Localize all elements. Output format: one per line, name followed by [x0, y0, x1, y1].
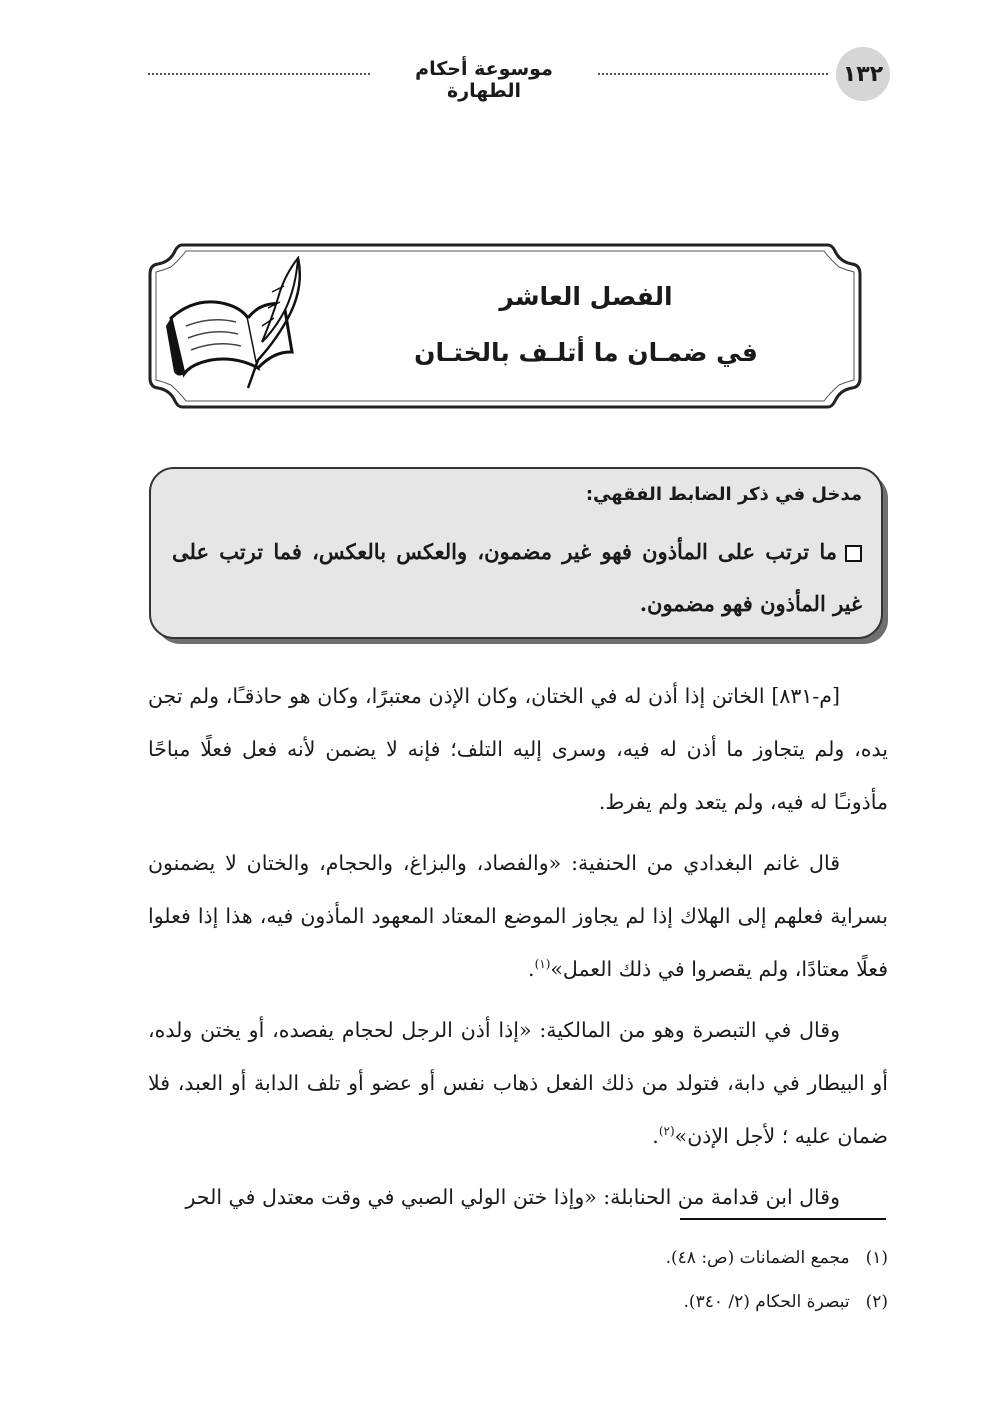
- footnote: [666, 1236, 888, 1280]
- checkbox-icon: [845, 545, 862, 562]
- paragraph-text: وقال في التبصرة وهو من المالكية: «إذا أذن الرجل لحجام يفصده، أو يختن ولده، أو البيطار في دابة، فتولد من ذلك الفعل ذهاب نفس أو عضو أو تلف الدابة أو العبد، فلا ضمان عليه ؛ لأجل الإذن»: [148, 1018, 888, 1148]
- paragraph: وقال في التبصرة وهو من المالكية: «إذا أذن الرجل لحجام يفصده، أو يختن ولده، أو البيطار في دابة، فتولد من ذلك الفعل ذهاب نفس أو عضو أو تلف الدابة أو العبد، فلا ضمان عليه ؛ لأجل الإذن»$^{(٢)}$.: [148, 1018, 888, 1148]
- footnote: [666, 1280, 888, 1324]
- page-number: ١٣٢: [842, 61, 884, 87]
- rule-heading: مدخل في ذكر الضابط الفقهي:: [585, 484, 862, 505]
- footnotes: [666, 1236, 888, 1324]
- running-header-title: موسوعة أحكام الطهارة: [415, 58, 553, 102]
- footnote-number: (١): [865, 1248, 888, 1268]
- paragraph-text: قال غانم البغدادي من الحنفية: «والفصاد، والبزاغ، والحجام، والختان لا يضمنون بسراية فعلهم إلى الهلاك إذا لم يجاوز الموضع المعتاد المعهود المأذون فيه، هذا إذا فعلوا فعلًا معتادًا، ولم يقصروا في ذلك العمل»: [148, 851, 888, 981]
- body-text: [148, 670, 888, 1232]
- header-dotted-rule-left: [148, 73, 370, 75]
- book-quill-icon: [166, 256, 306, 391]
- footnote-number: (٢): [865, 1292, 888, 1312]
- fiqh-rule-box: [148, 466, 890, 646]
- chapter-subtitle: في ضمـان ما أتلـف بالختـان: [414, 338, 758, 367]
- page-number-badge: [836, 47, 890, 101]
- footnote-text: تبصرة الحكام (٢/ ٣٤٠).: [683, 1292, 850, 1312]
- rule-text: ما ترتب على المأذون فهو غير مضمون، والعكس بالعكس، فما ترتب على غير المأذون فهو مضمون.: [172, 539, 862, 616]
- header-dotted-rule-right: [598, 73, 828, 75]
- paragraph: [148, 1171, 888, 1224]
- footnote-ref[interactable]: (٢): [658, 1124, 675, 1139]
- paragraph: [148, 670, 888, 829]
- chapter-title: الفصل العاشر: [499, 282, 673, 311]
- paragraph-text: [م-٨٣١] الخاتن إذا أذن له في الختان، وكان الإذن معتبرًا، وكان هو حاذقـًا، ولم تجن يده، ولم يتجاوز ما أذن له فيه، وسرى إليه التلف؛ فإنه لا يضمن لأنه فعل فعلًا مباحًا مأذونـًا له فيه، ولم يتعد ولم يفرط.: [148, 684, 888, 814]
- footnote-text: مجمع الضمانات (ص: ٤٨).: [665, 1248, 850, 1268]
- paragraph-text: وقال ابن قدامة من الحنابلة: «وإذا ختن الولي الصبي في وقت معتدل في الحر: [185, 1185, 840, 1209]
- chapter-title-frame: [146, 242, 864, 410]
- footnote-separator: [680, 1218, 886, 1220]
- paragraph: قال غانم البغدادي من الحنفية: «والفصاد، والبزاغ، والحجام، والختان لا يضمنون بسراية فعلهم إلى الهلاك إذا لم يجاوز الموضع المعتاد المعهود المأذون فيه، هذا إذا فعلوا فعلًا معتادًا، ولم يقصروا في ذلك العمل»$^{(١)}$.: [148, 851, 888, 981]
- footnote-ref[interactable]: (١): [534, 957, 551, 972]
- rule-statement: [172, 526, 862, 630]
